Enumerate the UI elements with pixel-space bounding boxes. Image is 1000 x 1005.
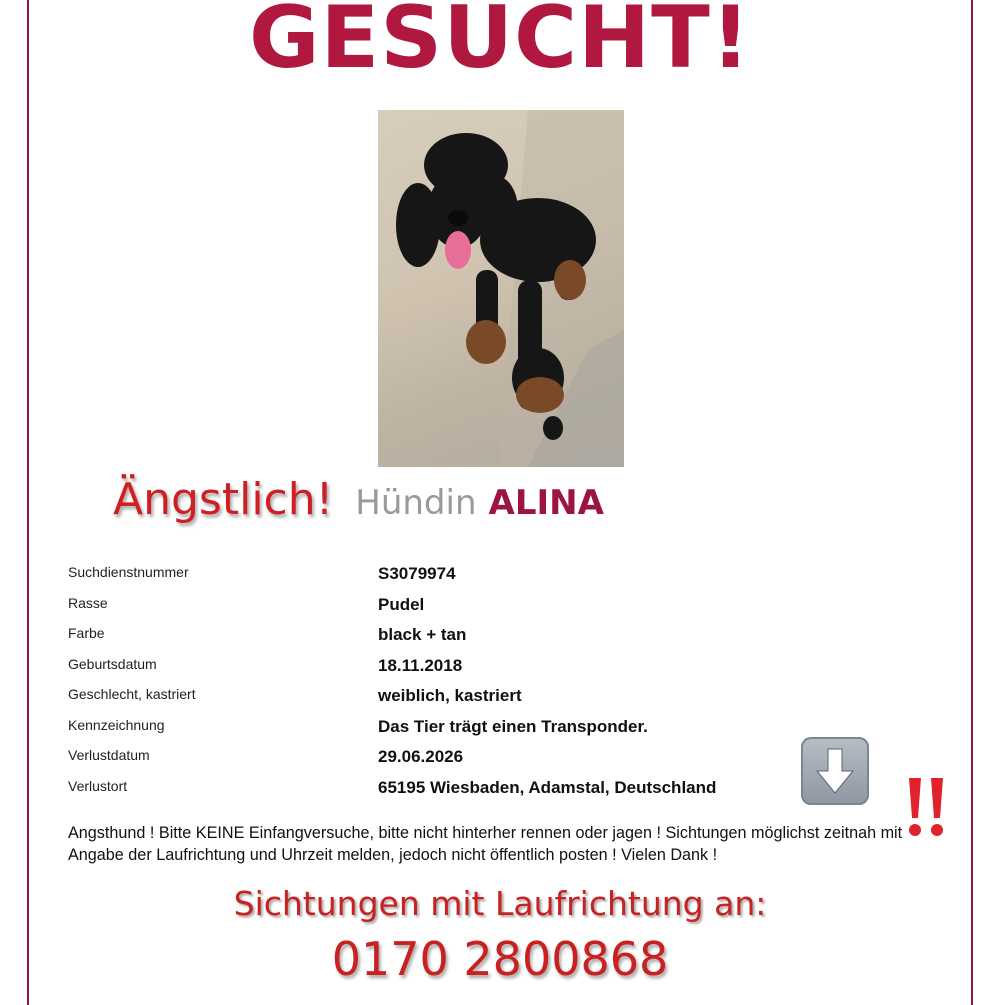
detail-label: Suchdienstnummer [68,564,189,580]
detail-label: Farbe [68,625,105,641]
detail-label: Geschlecht, kastriert [68,686,196,702]
gender-label: Hündin [355,483,477,523]
detail-value: Das Tier trägt einen Transponder. [378,716,648,736]
detail-label: Rasse [68,594,108,611]
dog-name: ALINA [488,483,604,523]
detail-row-loss-date [68,743,828,774]
detail-value: S3079974 [378,564,456,583]
detail-row-breed [68,591,828,622]
detail-label: Kennzeichnung [68,716,165,733]
detail-row-identification [68,713,828,744]
details-table [68,560,828,804]
contact-instruction: Sichtungen mit Laufrichtung an: [233,884,767,923]
down-arrow-icon [801,737,869,805]
detail-value: 65195 Wiesbaden, Adamstal, Deutschland [378,777,717,797]
detail-row-search-number [68,560,828,591]
dog-photo [378,110,624,467]
detail-row-color [68,621,828,652]
detail-label: Geburtsdatum [68,655,157,672]
detail-value: black + tan [378,625,467,644]
notice-text: Angsthund ! Bitte KEINE Einfangversuche, bitte nicht hinterher rennen oder jagen ! Sichtungen möglichst zeitnah mit Angabe der Laufrichtung und Uhrzeit melden, jedoch nicht öffentlich posten ! Vielen Dank ! [68,824,903,864]
detail-value: weiblich, kastriert [378,686,522,705]
poster-headline: GESUCHT! [248,0,752,88]
phone-number[interactable]: 0170 2800868 [331,932,669,986]
detail-value: Pudel [378,594,425,614]
detail-label: Verlustort [68,777,128,794]
dog-title-row [113,474,604,544]
detail-row-sex [68,682,828,713]
detail-row-loss-location [68,774,828,805]
detail-label: Verlustdatum [68,747,150,763]
anxious-label: Ängstlich! [113,474,334,525]
detail-value: 18.11.2018 [378,655,463,675]
detail-value: 29.06.2026 [378,747,464,766]
detail-row-birthdate [68,652,828,683]
